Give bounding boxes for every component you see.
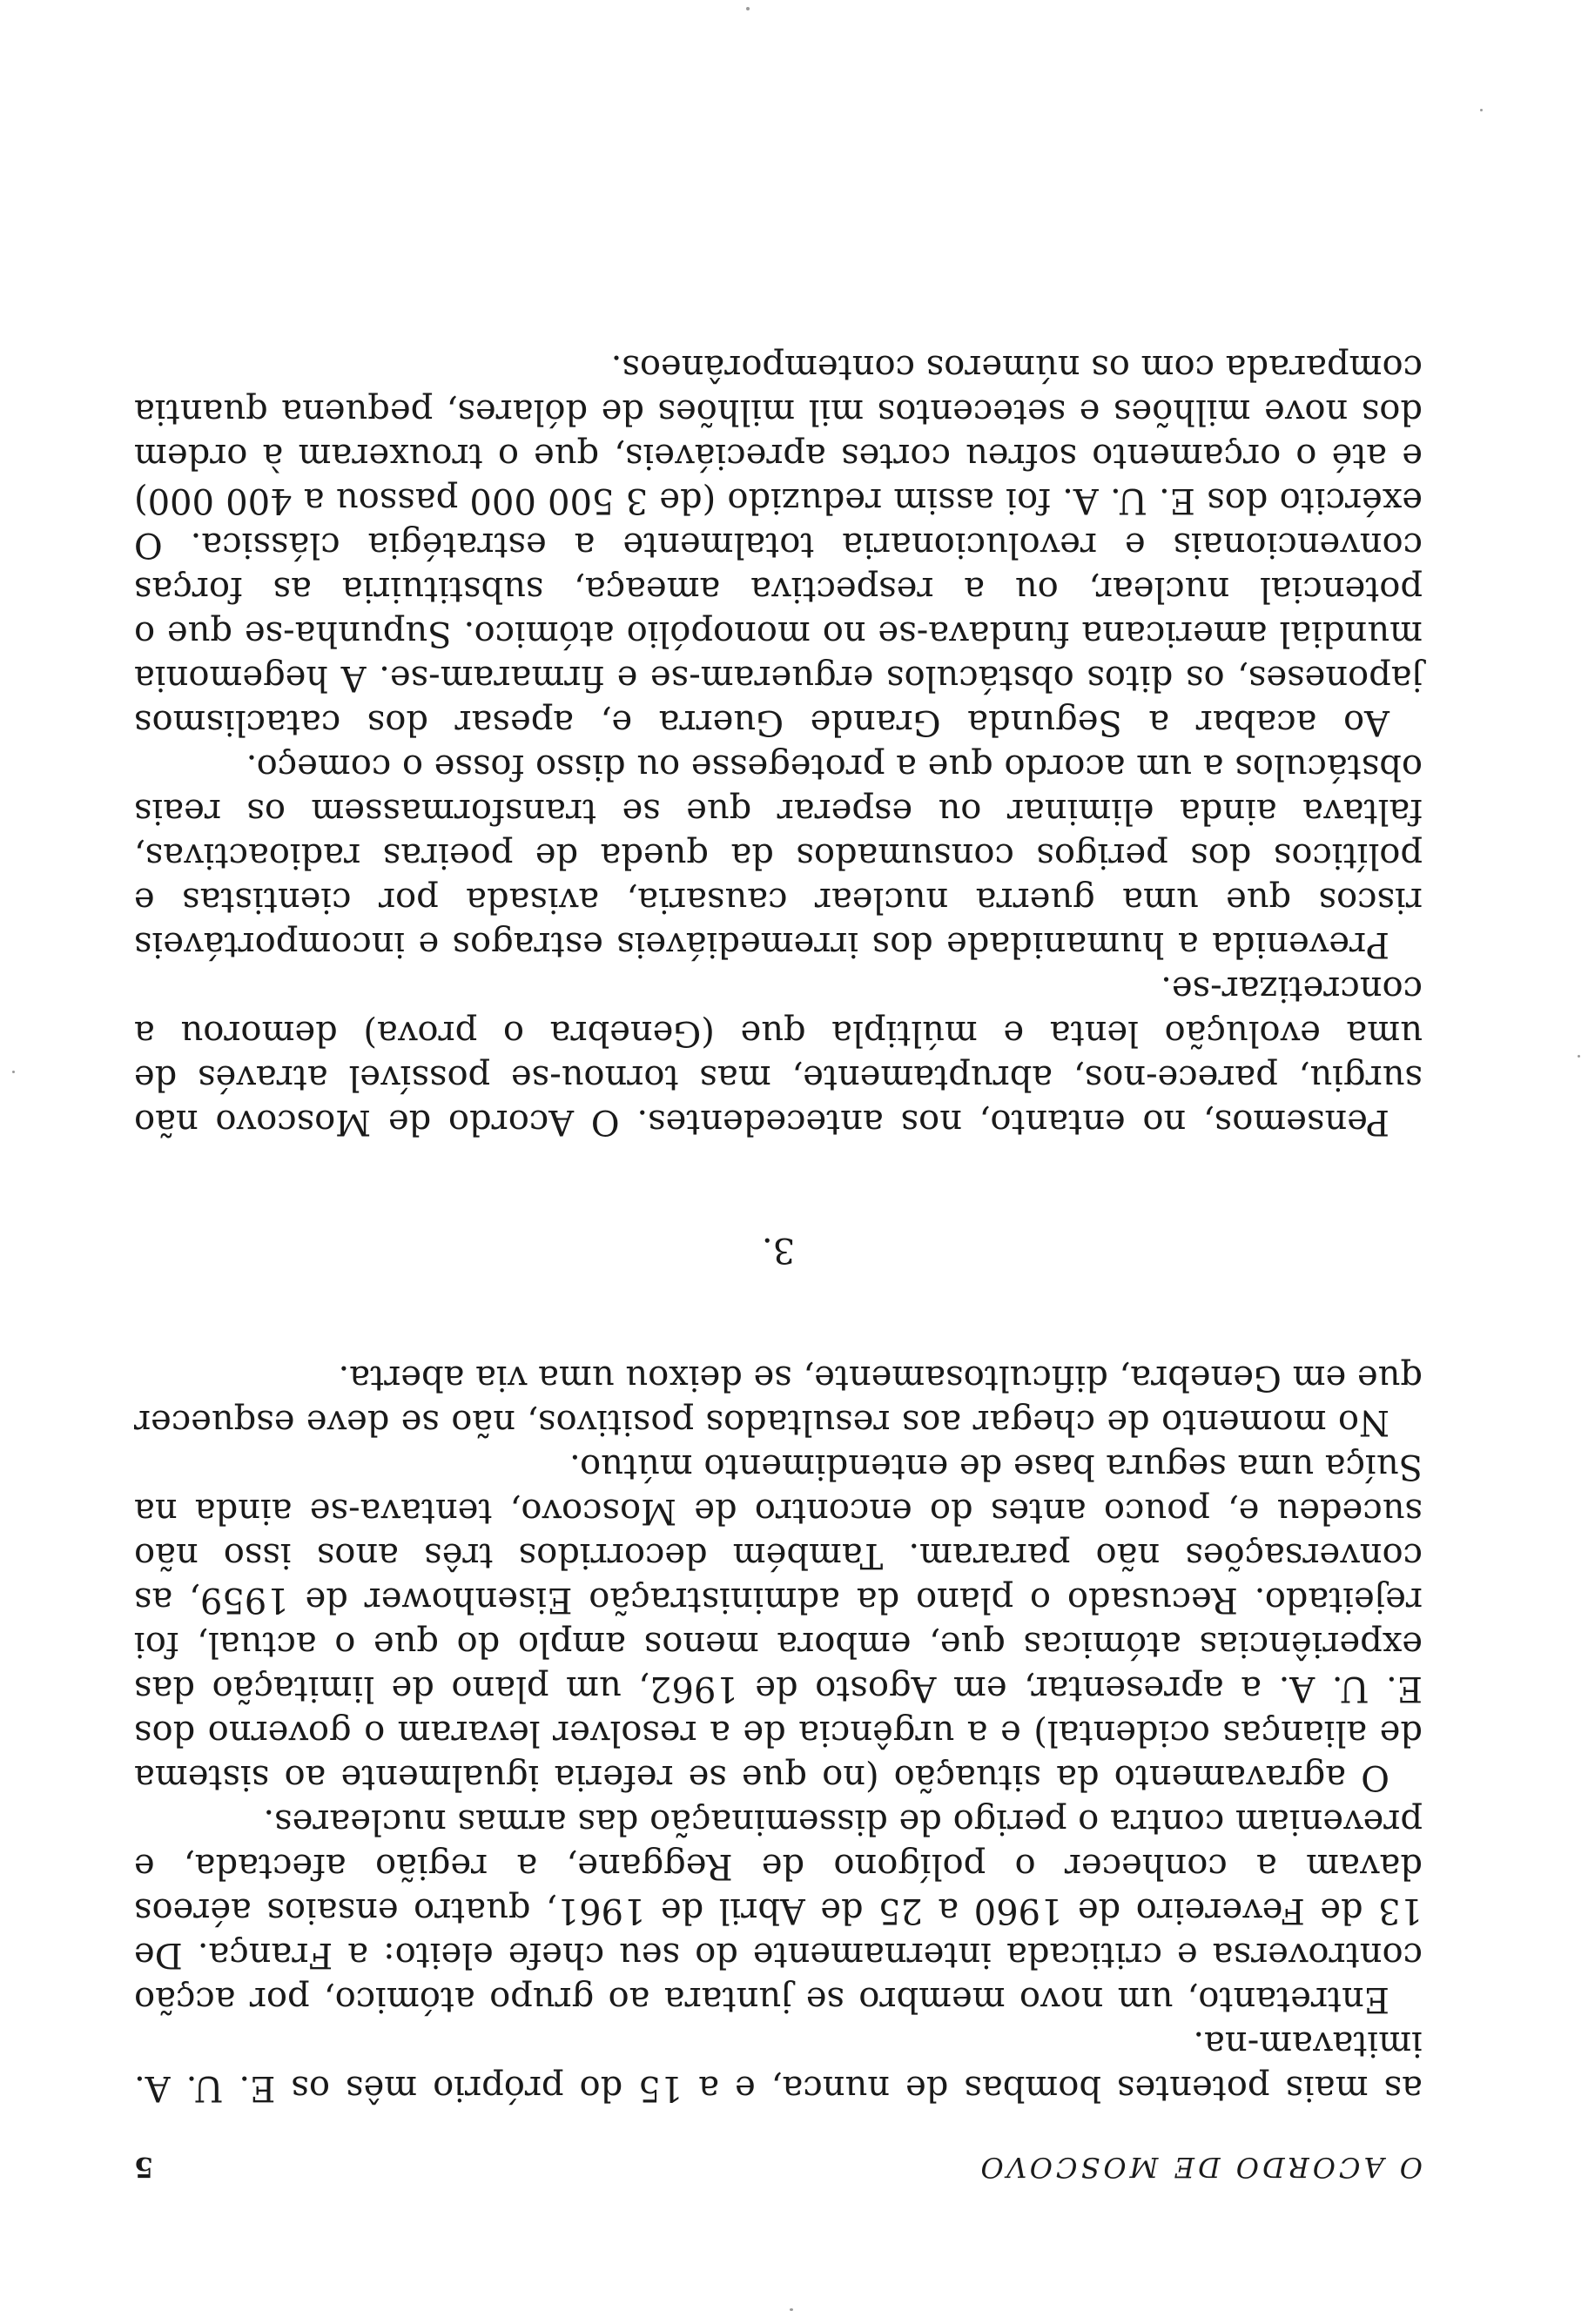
text-column (134, 345, 1423, 2185)
paragraph-prevenida: Prevenida a humanidade dos irremediáveis estragos e incomportáveis riscos que uma guerra nuclear causaria, avisada por cientistas e políticos dos perigos consumados da queda de poeiras radioactivas, faltava ainda eliminar ou esperar que se transformassem os reais obstáculos a um acordo que a protegesse ou disso fosse o começo. (134, 747, 1423, 964)
page-number: 5 (134, 2151, 154, 2184)
running-title: O ACORDO DE MOSCOVO (977, 2151, 1423, 2184)
paragraph-antecedentes: Pensemos, no entanto, nos antecedentes. O Acordo de Moscovo não surgiu, parece-nos, abruptamente, mas tornou-se possível através de uma evolução lenta e múltipla que (Genebra o prova) demorou a concretizar-se. (134, 969, 1423, 1142)
scan-speck (12, 1071, 15, 1073)
scan-speck (1578, 1055, 1580, 1058)
scan-speck (746, 7, 750, 10)
section-number: 3. (761, 1230, 796, 1270)
paragraph-continuation: as mais potentes bombas de nunca, e a 15 do próprio mês os E. U. A. imitavam-na. (134, 2024, 1423, 2108)
scan-speck (790, 2308, 793, 2311)
running-head (134, 2150, 1423, 2185)
paragraph-segunda-guerra: Ao acabar a Segunda Grande Guerra e, apesar dos cataclismos japoneses, os ditos obstáculos ergueram-se e firmaram-se. A hegemonia mundial americana fundava-se no monopólio atómico. Supunha-se que o potencial nuclear, ou a respectiva ameaça, substituiria as forças convencionais e revolucionaria totalmente a estratégia clássica. O exército dos E. U. A. foi assim reduzido (de 3 500 000 passou a 400 000) e até o orçamento sofreu cortes apreciáveis, que o trouxeram à ordem dos nove milhões e setecentos mil milhões de dólares, pequena quantia comparada com os números contemporâneos. (134, 347, 1423, 742)
paragraph-genebra: No momento de chegar aos resultados positivos, não se deve esquecer que em Genebra, dificultosamente, se deixou uma via aberta. (134, 1358, 1423, 1442)
paragraph-agravamento: O agravamento da situação (no que se referia igualmente ao sistema de alianças ocidental) e a urgência de a resolver levaram o governo dos E. U. A. a apresentar, em Agosto de 1962, um plano de limitação das experiências atómicas que, embora menos amplo do que o actual, foi rejeitado. Recusado o plano da administração Eisenhower de 1959, as conversações não pararam. Também decorridos três anos isso não sucedeu e, pouco antes do encontro de Moscovo, tentava-se ainda na Suíça uma segura base de entendimento mútuo. (134, 1447, 1423, 1797)
scan-speck (1480, 109, 1483, 111)
paragraph-france: Entretanto, um novo membro se juntara ao grupo atómico, por acção controversa e criticada internamente do seu chefe eleito: a França. De 13 de Fevereiro de 1960 a 25 de Abril de 1961, quatro ensaios aéreos davam a conhecer o polígono de Reggane, a região afectada, e preveniam contra o perigo de disseminação das armas nucleares. (134, 1802, 1423, 2019)
